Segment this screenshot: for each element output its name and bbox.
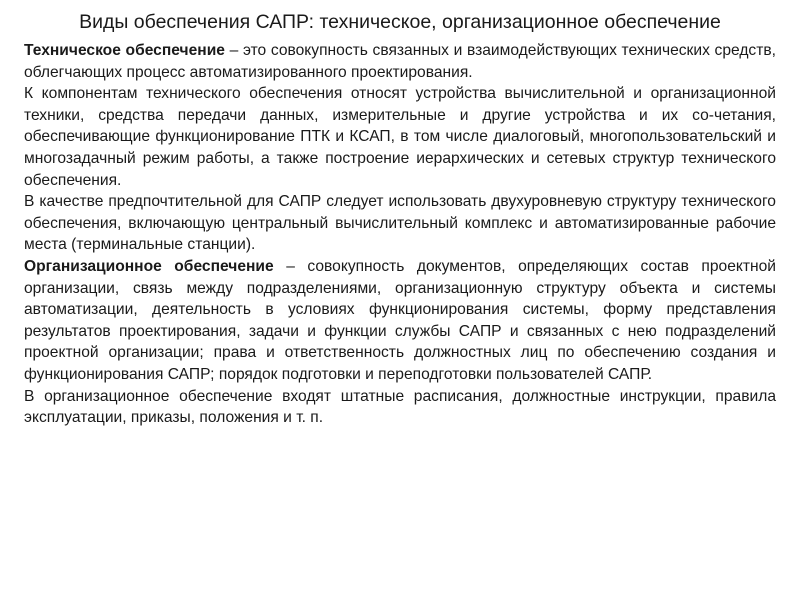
paragraph-text: В качестве предпочтительной для САПР следует использовать двухуровневую структуру технического обеспечения, включающую центральный вычислительный комплекс и автоматизированные рабочие места (терминальные станции).	[24, 193, 776, 254]
term-technical-support: Техническое обеспечение	[24, 42, 225, 59]
paragraph-organizational-contents	[24, 386, 776, 429]
slide-title: Виды обеспечения САПР: техническое, организационное обеспечение	[79, 11, 721, 33]
paragraph-technical-definition	[24, 40, 776, 83]
paragraph-technical-components	[24, 83, 776, 191]
paragraph-text: – это совокупность связанных и взаимодействующих технических средств, облегчающих процесс автоматизированного проектирования.	[24, 42, 776, 81]
term-organizational-support: Организационное обеспечение	[24, 257, 274, 275]
paragraph-text: К компонентам технического обеспечения относят устройства вычислительной и организационной техники, средства передачи данных, измерительные и другие устройства и их со-четания, обеспечивающие функционирование ПТК и КСАП, в том числе диалоговый, многопользовательский и многозадачный режим работы, а также построение иерархических и сетевых структур технического обеспечения.	[24, 85, 776, 189]
paragraph-technical-structure	[24, 191, 776, 256]
paragraph-text: – совокупность документов, определяющих состав проектной организации, связь между подразделениями, организационную структуру объекта и системы автоматизации, деятельность в условиях функционирования системы, форму представления результатов проектирования, задачи и функции службы САПР и связанных с нею подразделений проектной организации; права и ответственность должностных лиц по обеспечению создания и функционирования САПР; порядок подготовки и переподготовки пользователей САПР.	[24, 257, 776, 383]
paragraph-organizational-definition	[24, 256, 776, 386]
slide-body	[24, 40, 776, 429]
paragraph-text: В организационное обеспечение входят штатные расписания, должностные инструкции, правила эксплуатации, приказы, положения и т. п.	[24, 387, 776, 427]
